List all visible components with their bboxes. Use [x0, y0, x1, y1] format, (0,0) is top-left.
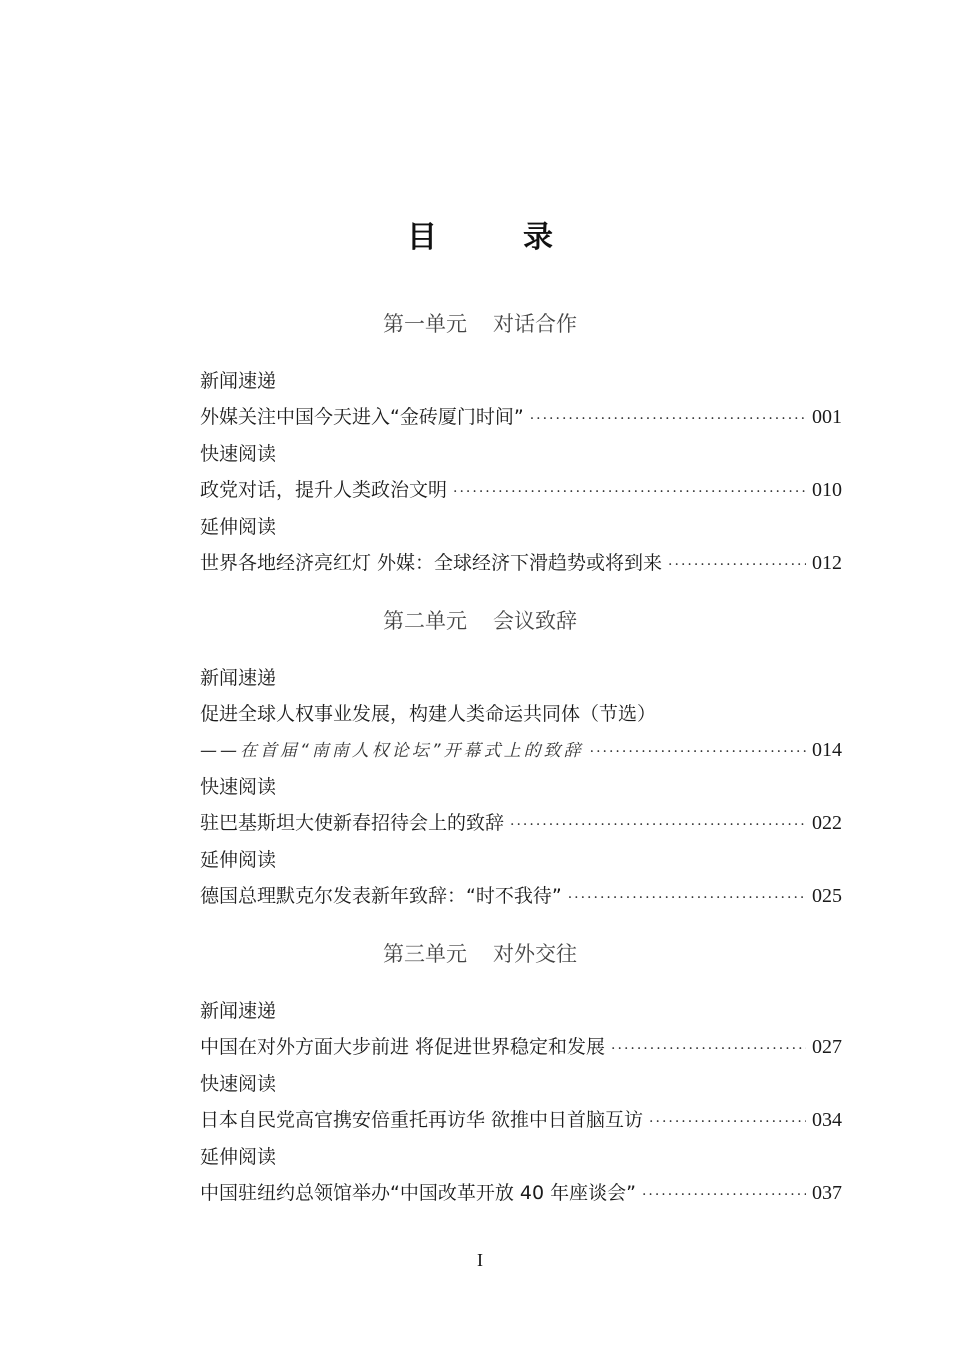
unit-name: 会议致辞 [493, 609, 577, 633]
entry-title: 促进全球人权事业发展，构建人类命运共同体（节选） [200, 703, 657, 725]
unit-heading-1 [0, 308, 960, 338]
toc-entry[interactable] [200, 475, 842, 505]
unit-label: 第一单元 [383, 312, 467, 336]
toc-entry[interactable] [200, 548, 842, 578]
dot-leader [668, 550, 806, 580]
dot-leader [649, 1107, 806, 1137]
page-number: 014 [812, 739, 842, 761]
category-heading: 快速阅读 [200, 443, 277, 465]
entry-title: 德国总理默克尔发表新年致辞：“时不我待” [200, 885, 562, 907]
dot-leader [642, 1180, 806, 1210]
unit-name: 对话合作 [493, 312, 577, 336]
toc-entry[interactable] [200, 1032, 842, 1062]
page-title: 目 录 [407, 220, 581, 255]
dot-leader [453, 477, 806, 507]
toc-entry[interactable] [200, 402, 842, 432]
toc-entry[interactable] [200, 735, 842, 765]
entry-title: 中国在对外方面大步前进 将促进世界稳定和发展 [200, 1036, 606, 1058]
entry-title: 驻巴基斯坦大使新春招待会上的致辞 [200, 812, 505, 834]
unit-name: 对外交往 [493, 942, 577, 966]
category-heading: 延伸阅读 [200, 516, 277, 538]
toc-entry-title-line[interactable] [200, 699, 842, 729]
unit-heading-3 [0, 938, 960, 968]
unit-label: 第三单元 [383, 942, 467, 966]
toc-entry[interactable] [200, 808, 842, 838]
toc-entry[interactable] [200, 1178, 842, 1208]
category-heading: 新闻速递 [200, 370, 277, 392]
category-heading: 新闻速递 [200, 667, 277, 689]
entry-title: 政党对话，提升人类政治文明 [200, 479, 448, 501]
page-number: 037 [812, 1182, 842, 1204]
page-number: 001 [812, 406, 842, 428]
page-number: 022 [812, 812, 842, 834]
category-heading: 新闻速递 [200, 1000, 277, 1022]
toc-entry[interactable] [200, 881, 842, 911]
unit-label: 第二单元 [383, 609, 467, 633]
page-number: 010 [812, 479, 842, 501]
dot-leader [590, 737, 806, 767]
category-heading: 延伸阅读 [200, 1146, 277, 1168]
page-number: 034 [812, 1109, 842, 1131]
page-number: 025 [812, 885, 842, 907]
dot-leader [568, 883, 806, 913]
dot-leader [530, 404, 806, 434]
category-heading: 快速阅读 [200, 776, 277, 798]
dot-leader [611, 1034, 806, 1064]
entry-title: 中国驻纽约总领馆举办“中国改革开放 40 年座谈会” [200, 1182, 636, 1204]
unit-heading-2 [0, 605, 960, 635]
category-heading: 快速阅读 [200, 1073, 277, 1095]
dot-leader [510, 810, 806, 840]
entry-title: 外媒关注中国今天进入“金砖厦门时间” [200, 406, 524, 428]
entry-subtitle: ——在首届“南南人权论坛”开幕式上的致辞 [200, 741, 584, 761]
page-number: 012 [812, 552, 842, 574]
page-number: 027 [812, 1036, 842, 1058]
entry-title: 世界各地经济亮红灯 外媒：全球经济下滑趋势或将到来 [200, 552, 663, 574]
entry-title: 日本自民党高官携安倍重托再访华 欲推中日首脑互访 [200, 1109, 644, 1131]
toc-entry[interactable] [200, 1105, 842, 1135]
page-folio: I [477, 1250, 483, 1270]
category-heading: 延伸阅读 [200, 849, 277, 871]
